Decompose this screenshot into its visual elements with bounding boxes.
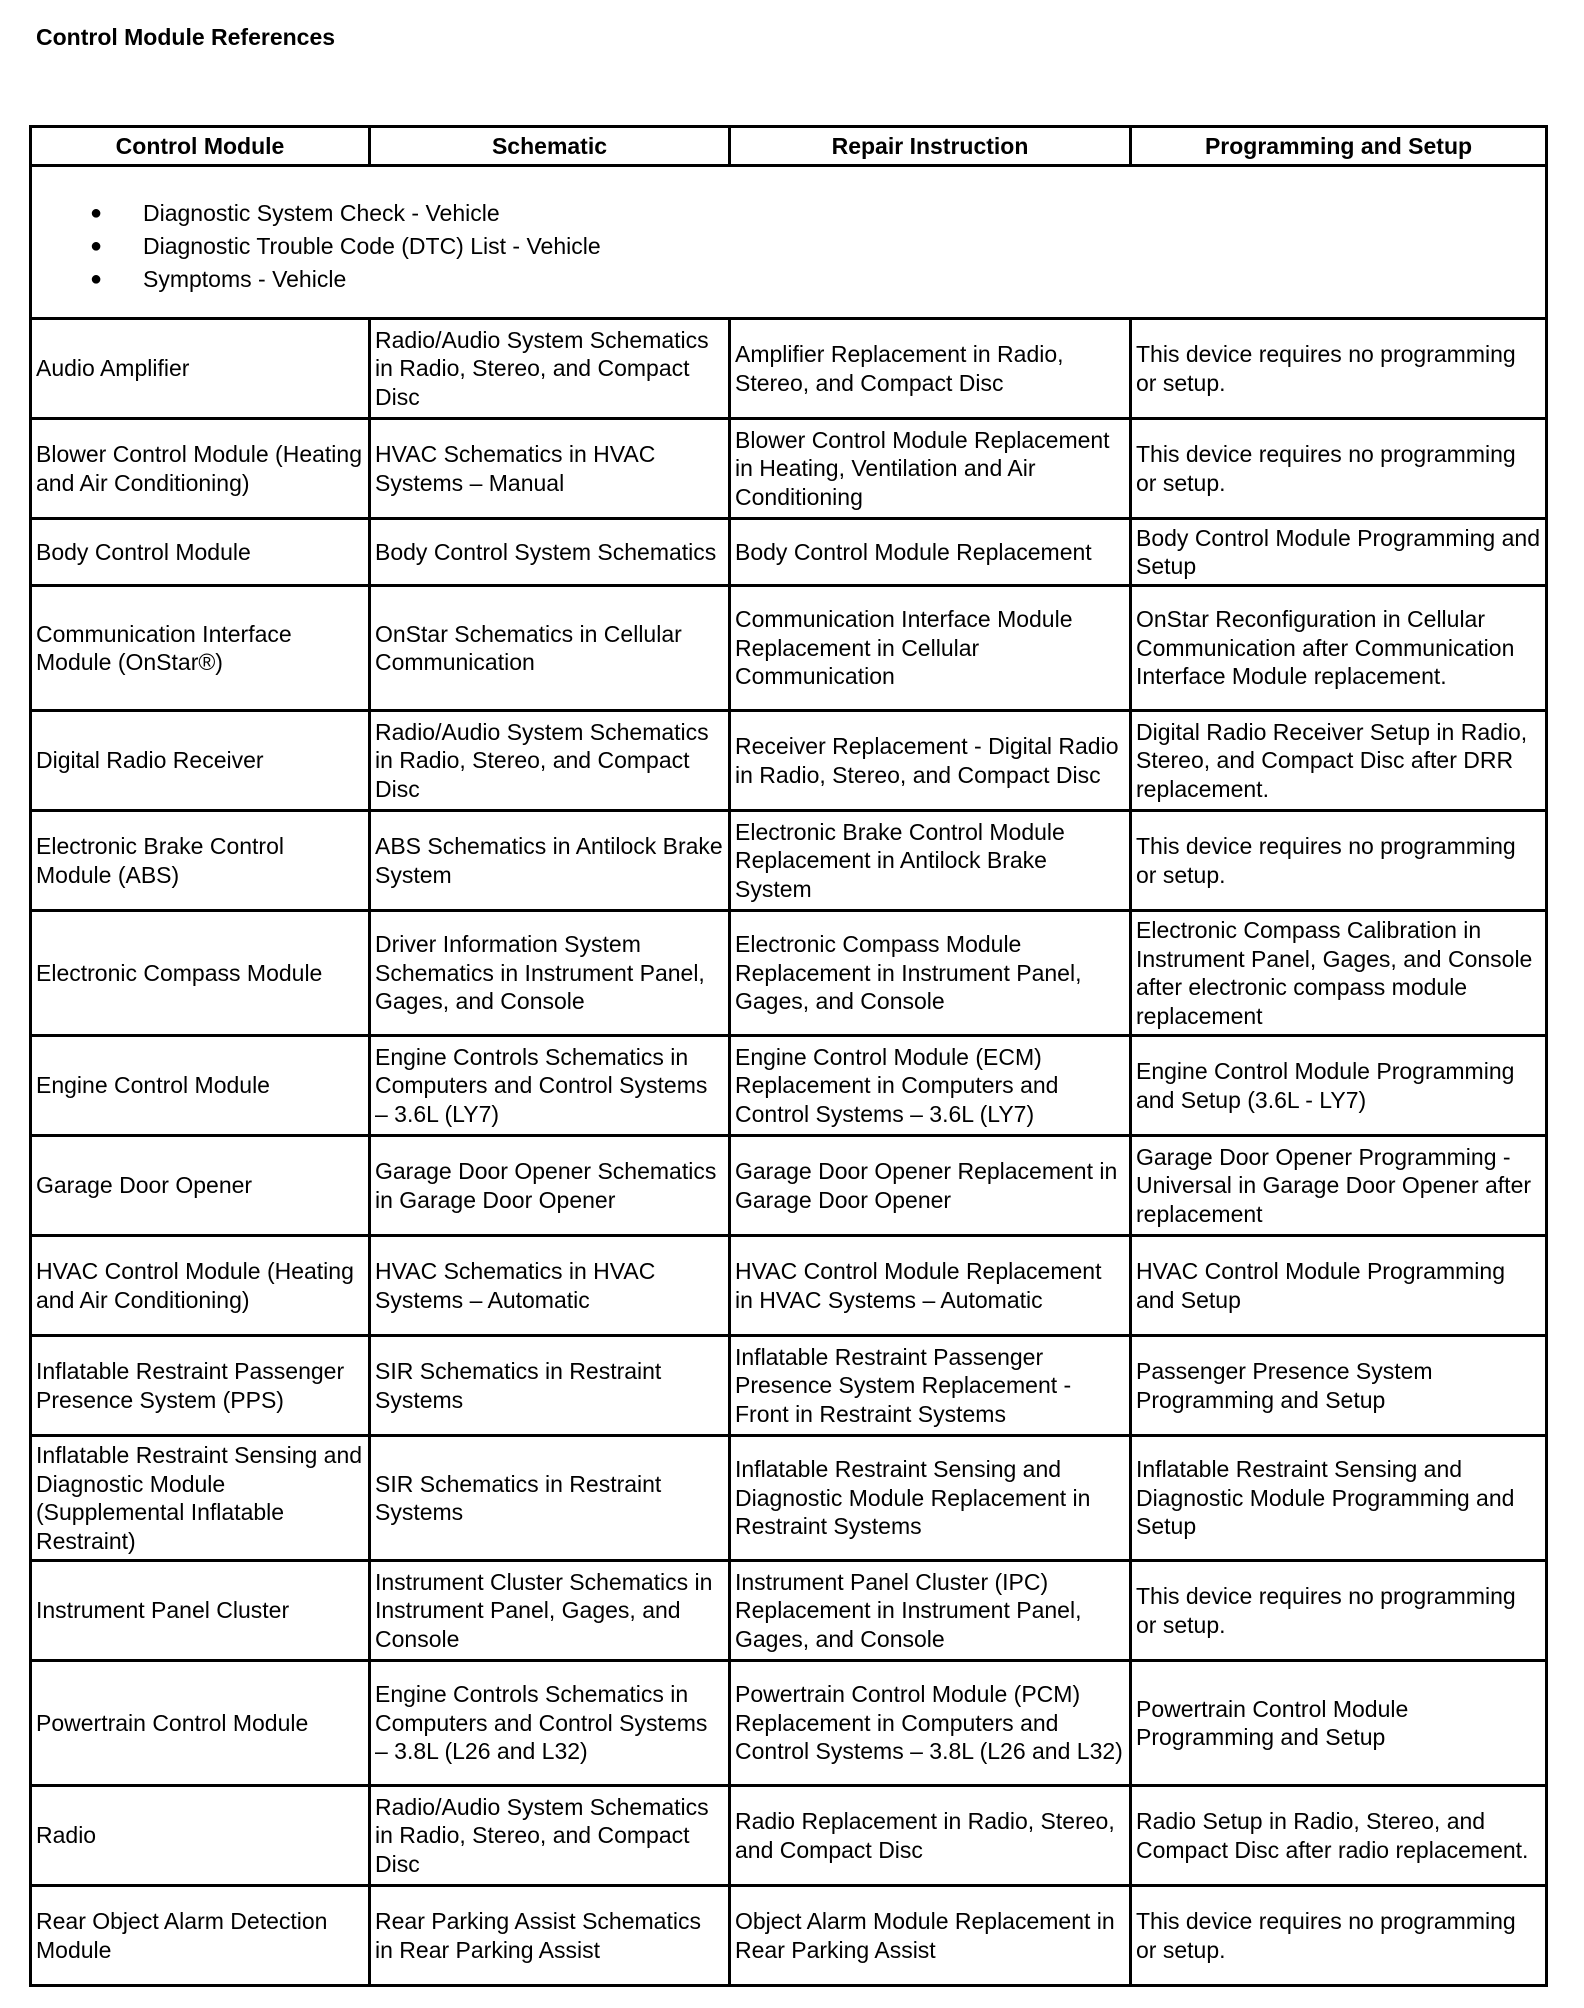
intro-row [31,166,1547,319]
cell-programming-and-setup: OnStar Reconfiguration in Cellular Communication after Communication Interface Module replacement. [1131,586,1547,711]
table-row [31,1561,1547,1661]
table-row [31,1886,1547,1986]
table-row [31,1036,1547,1136]
table-row [31,419,1547,519]
column-header-schematic: Schematic [370,127,730,166]
bullet-icon: ● [90,201,103,224]
cell-repair-instruction: Blower Control Module Replacement in Heating, Ventilation and Air Conditioning [730,419,1131,519]
cell-programming-and-setup: HVAC Control Module Programming and Setup [1131,1236,1547,1336]
cell-schematic: Engine Controls Schematics in Computers and Control Systems – 3.8L (L26 and L32) [370,1661,730,1786]
cell-schematic: Body Control System Schematics [370,519,730,586]
cell-programming-and-setup: Electronic Compass Calibration in Instrument Panel, Gages, and Console after electronic compass module replacement [1131,911,1547,1036]
cell-programming-and-setup: This device requires no programming or setup. [1131,811,1547,911]
bullet-icon: ● [90,234,103,257]
cell-repair-instruction: Garage Door Opener Replacement in Garage Door Opener [730,1136,1131,1236]
cell-schematic: OnStar Schematics in Cellular Communication [370,586,730,711]
table-row [31,711,1547,811]
table-row [31,1786,1547,1886]
cell-control-module: Radio [31,1786,370,1886]
cell-repair-instruction: Communication Interface Module Replacement in Cellular Communication [730,586,1131,711]
table-row [31,1236,1547,1336]
cell-programming-and-setup: Digital Radio Receiver Setup in Radio, Stereo, and Compact Disc after DRR replacement. [1131,711,1547,811]
control-module-table [29,125,1548,1987]
cell-programming-and-setup: Powertrain Control Module Programming and Setup [1131,1661,1547,1786]
cell-control-module: Engine Control Module [31,1036,370,1136]
cell-control-module: HVAC Control Module (Heating and Air Conditioning) [31,1236,370,1336]
cell-schematic: Radio/Audio System Schematics in Radio, Stereo, and Compact Disc [370,319,730,419]
cell-schematic: Engine Controls Schematics in Computers and Control Systems – 3.6L (LY7) [370,1036,730,1136]
cell-control-module: Powertrain Control Module [31,1661,370,1786]
list-item [36,263,1541,296]
cell-programming-and-setup: This device requires no programming or setup. [1131,419,1547,519]
cell-control-module: Body Control Module [31,519,370,586]
cell-programming-and-setup: This device requires no programming or setup. [1131,1561,1547,1661]
cell-control-module: Inflatable Restraint Passenger Presence System (PPS) [31,1336,370,1436]
cell-repair-instruction: Radio Replacement in Radio, Stereo, and Compact Disc [730,1786,1131,1886]
cell-repair-instruction: Body Control Module Replacement [730,519,1131,586]
cell-repair-instruction: HVAC Control Module Replacement in HVAC Systems – Automatic [730,1236,1131,1336]
cell-schematic: Radio/Audio System Schematics in Radio, Stereo, and Compact Disc [370,711,730,811]
cell-repair-instruction: Inflatable Restraint Passenger Presence System Replacement - Front in Restraint Systems [730,1336,1131,1436]
cell-programming-and-setup: Inflatable Restraint Sensing and Diagnostic Module Programming and Setup [1131,1436,1547,1561]
intro-list [36,189,1541,296]
cell-programming-and-setup: Garage Door Opener Programming - Universal in Garage Door Opener after replacement [1131,1136,1547,1236]
cell-schematic: Rear Parking Assist Schematics in Rear Parking Assist [370,1886,730,1986]
cell-control-module: Electronic Brake Control Module (ABS) [31,811,370,911]
cell-control-module: Communication Interface Module (OnStar®) [31,586,370,711]
column-header-control-module: Control Module [31,127,370,166]
cell-control-module: Inflatable Restraint Sensing and Diagnostic Module (Supplemental Inflatable Restraint) [31,1436,370,1561]
cell-schematic: SIR Schematics in Restraint Systems [370,1336,730,1436]
cell-repair-instruction: Powertrain Control Module (PCM) Replacement in Computers and Control Systems – 3.8L (L26 and L32) [730,1661,1131,1786]
cell-repair-instruction: Object Alarm Module Replacement in Rear Parking Assist [730,1886,1131,1986]
bullet-icon: ● [90,267,103,290]
list-item-text: Symptoms - Vehicle [143,265,347,292]
table-row [31,586,1547,711]
cell-programming-and-setup: Body Control Module Programming and Setup [1131,519,1547,586]
cell-repair-instruction: Inflatable Restraint Sensing and Diagnostic Module Replacement in Restraint Systems [730,1436,1131,1561]
cell-programming-and-setup: This device requires no programming or setup. [1131,1886,1547,1986]
cell-repair-instruction: Instrument Panel Cluster (IPC) Replacement in Instrument Panel, Gages, and Console [730,1561,1131,1661]
cell-control-module: Instrument Panel Cluster [31,1561,370,1661]
cell-control-module: Garage Door Opener [31,1136,370,1236]
cell-control-module: Electronic Compass Module [31,911,370,1036]
cell-programming-and-setup: Radio Setup in Radio, Stereo, and Compact Disc after radio replacement. [1131,1786,1547,1886]
list-item-text: Diagnostic System Check - Vehicle [143,199,500,226]
intro-cell [31,166,1547,319]
table-header-row [31,127,1547,166]
cell-control-module: Blower Control Module (Heating and Air Conditioning) [31,419,370,519]
cell-schematic: HVAC Schematics in HVAC Systems – Manual [370,419,730,519]
cell-control-module: Digital Radio Receiver [31,711,370,811]
cell-schematic: Driver Information System Schematics in Instrument Panel, Gages, and Console [370,911,730,1036]
table-row [31,911,1547,1036]
cell-schematic: HVAC Schematics in HVAC Systems – Automatic [370,1236,730,1336]
table-row [31,811,1547,911]
table-row [31,1136,1547,1236]
cell-programming-and-setup: Passenger Presence System Programming and Setup [1131,1336,1547,1436]
cell-repair-instruction: Electronic Brake Control Module Replacement in Antilock Brake System [730,811,1131,911]
cell-control-module: Audio Amplifier [31,319,370,419]
table-row [31,319,1547,419]
column-header-repair-instruction: Repair Instruction [730,127,1131,166]
cell-schematic: SIR Schematics in Restraint Systems [370,1436,730,1561]
cell-control-module: Rear Object Alarm Detection Module [31,1886,370,1986]
column-header-programming-and-setup: Programming and Setup [1131,127,1547,166]
cell-schematic: Radio/Audio System Schematics in Radio, Stereo, and Compact Disc [370,1786,730,1886]
cell-repair-instruction: Electronic Compass Module Replacement in Instrument Panel, Gages, and Console [730,911,1131,1036]
table-row [31,1436,1547,1561]
cell-repair-instruction: Receiver Replacement - Digital Radio in Radio, Stereo, and Compact Disc [730,711,1131,811]
cell-repair-instruction: Amplifier Replacement in Radio, Stereo, and Compact Disc [730,319,1131,419]
cell-repair-instruction: Engine Control Module (ECM) Replacement in Computers and Control Systems – 3.6L (LY7) [730,1036,1131,1136]
cell-programming-and-setup: Engine Control Module Programming and Setup (3.6L - LY7) [1131,1036,1547,1136]
list-item-text: Diagnostic Trouble Code (DTC) List - Vehicle [143,232,601,259]
list-item [36,197,1541,230]
table-row [31,1336,1547,1436]
cell-schematic: Instrument Cluster Schematics in Instrument Panel, Gages, and Console [370,1561,730,1661]
list-item [36,230,1541,263]
page-title: Control Module References [36,24,336,50]
cell-programming-and-setup: This device requires no programming or setup. [1131,319,1547,419]
cell-schematic: ABS Schematics in Antilock Brake System [370,811,730,911]
table-row [31,519,1547,586]
table-row [31,1661,1547,1786]
cell-schematic: Garage Door Opener Schematics in Garage Door Opener [370,1136,730,1236]
